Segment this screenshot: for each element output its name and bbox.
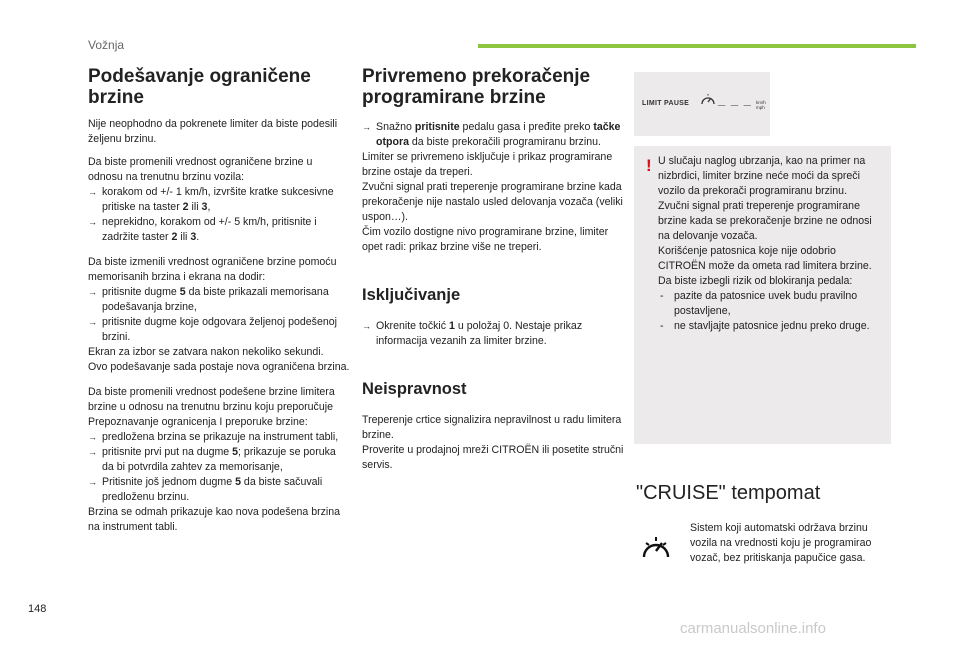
section-label: Vožnja xyxy=(88,38,125,52)
bullet-press-pedal: → Snažno pritisnite pedalu gasa i pređite preko tačke otpora da biste prekoračili programiranu brzinu. xyxy=(362,120,624,150)
cruise-control-icon xyxy=(640,533,672,563)
memory-intro: Da biste izmenili vrednost ograničene brzine pomoću memorisanih brzina i ekrana na dodir: xyxy=(88,256,337,283)
warning-icon: ! xyxy=(646,156,652,175)
overspeed-p1: Limiter se privremeno isključuje i prikaz programirane brzine ostaje da treperi. xyxy=(362,151,613,178)
memory-end-2: Ovo podešavanje sada postaje nova ograničena brzina. xyxy=(88,361,350,373)
bullet-press-first: → pritisnite prvi put na dugme 5; prikazuje se poruka da bi potvrdila zahtev za memorisanje, xyxy=(88,445,350,475)
bullet-long-press: → neprekidno, korakom od +/- 5 km/h, pritisnite i zadržite taster 2 ili 3. xyxy=(88,215,350,245)
bullet-memory-button: → pritisnite dugme 5 da biste prikazali memorisana podešavanja brzine, xyxy=(88,285,350,315)
speedometer-icon xyxy=(700,92,716,108)
warning-box xyxy=(634,146,891,444)
warning-dash-1: - pazite da patosnice uvek budu pravilno postavljene, xyxy=(658,289,886,319)
watermark: carmanualsonline.info xyxy=(680,620,826,637)
cruise-description: Sistem koji automatski održava brzinu vozila na vrednosti koju je programirao vozač, bez pritiskanja papučice gasa. xyxy=(690,522,872,564)
bullet-turn-wheel: → Okrenite točkić 1 u položaj 0. Nestaje prikaz informacija vezanih za limiter brzine. xyxy=(362,319,624,349)
bullet-recommended-speed: → predložena brzina se prikazuje na instrument tabli, xyxy=(88,430,350,445)
fault-p1: Treperenje crtice signalizira nepravilnost u radu limitera brzine. xyxy=(362,414,622,441)
speed-setting-title: Podešavanje ograničene brzine xyxy=(88,66,311,108)
fault-title: Neispravnost xyxy=(362,380,467,398)
cruise-title: "CRUISE" tempomat xyxy=(636,482,821,504)
warning-dash-2: - ne stavljajte patosnice jednu preko druge. xyxy=(658,319,886,334)
intro-paragraph: Nije neophodno da pokrenete limiter da biste podesili željenu brzinu. xyxy=(88,118,338,145)
bullet-short-press: → korakom od +/- 1 km/h, izvršite kratke sukcesivne pritiske na taster 2 ili 3, xyxy=(88,185,350,215)
switch-off-title: Isključivanje xyxy=(362,286,461,304)
warning-text: U slučaju naglog ubrzanja, kao na primer na nizbrdici, limiter brzine neće moći da spreči vozilo da prekorači programiranu brzinu. Zvučni signal prati treperenje programirane brzine kada se prekoračenje brzine ne odnosi na delovanje vozača. Korišćenje patosnica koje nije odobrio CITROËN može da ometa rad limitera brzine. Da biste izbegli rizik od blokiranja pedala: - pazite da patosnice uvek budu pravilno postavljene, - ne stavljajte patosnice jednu preko druge. xyxy=(658,154,886,334)
bullet-press-again: → Pritisnite još jednom dugme 5 da biste sačuvali predloženu brzinu. xyxy=(88,475,350,505)
page-number: 148 xyxy=(28,603,47,615)
memory-end-1: Ekran za izbor se zatvara nakon nekoliko sekundi. xyxy=(88,346,324,358)
recommendation-intro: Da biste promenili vrednost podešene brzine limitera brzine u odnosu na trenutnu brzinu koju preporučuje Prepoznavanje ogranicenja I preporuke brzine: xyxy=(88,386,335,428)
display-text: LIMIT PAUSE xyxy=(642,100,690,107)
left-column xyxy=(88,66,350,535)
recommendation-end: Brzina se odmah prikazuje kao nova podešena brzina na instrument tabli. xyxy=(88,506,341,533)
overspeed-title: Privremeno prekoračenje programirane brzine xyxy=(362,66,591,108)
limit-pause-display xyxy=(634,72,770,136)
display-units: km/h mph xyxy=(756,100,766,110)
overspeed-p2: Zvučni signal prati treperenje programirane brzine kada prekoračenje nije nastalo usled delovanja vozača (veliki uspon…). xyxy=(362,181,623,223)
section-accent-bar xyxy=(478,44,916,48)
middle-column xyxy=(362,66,624,473)
fault-p2: Proverite u prodajnoj mreži CITROËN ili posetite stručni servis. xyxy=(362,444,624,471)
bullet-memory-select: → pritisnite dugme koje odgovara željenoj podešenoj brzini. xyxy=(88,315,350,345)
change-intro: Da biste promenili vrednost ograničene brzine u odnosu na trenutnu brzinu vozila: xyxy=(88,156,313,183)
overspeed-p3: Čim vozilo dostigne nivo programirane brzine, limiter opet radi: prikaz brzine više ne treperi. xyxy=(362,226,609,253)
display-dashes: _ _ _ xyxy=(718,92,752,107)
